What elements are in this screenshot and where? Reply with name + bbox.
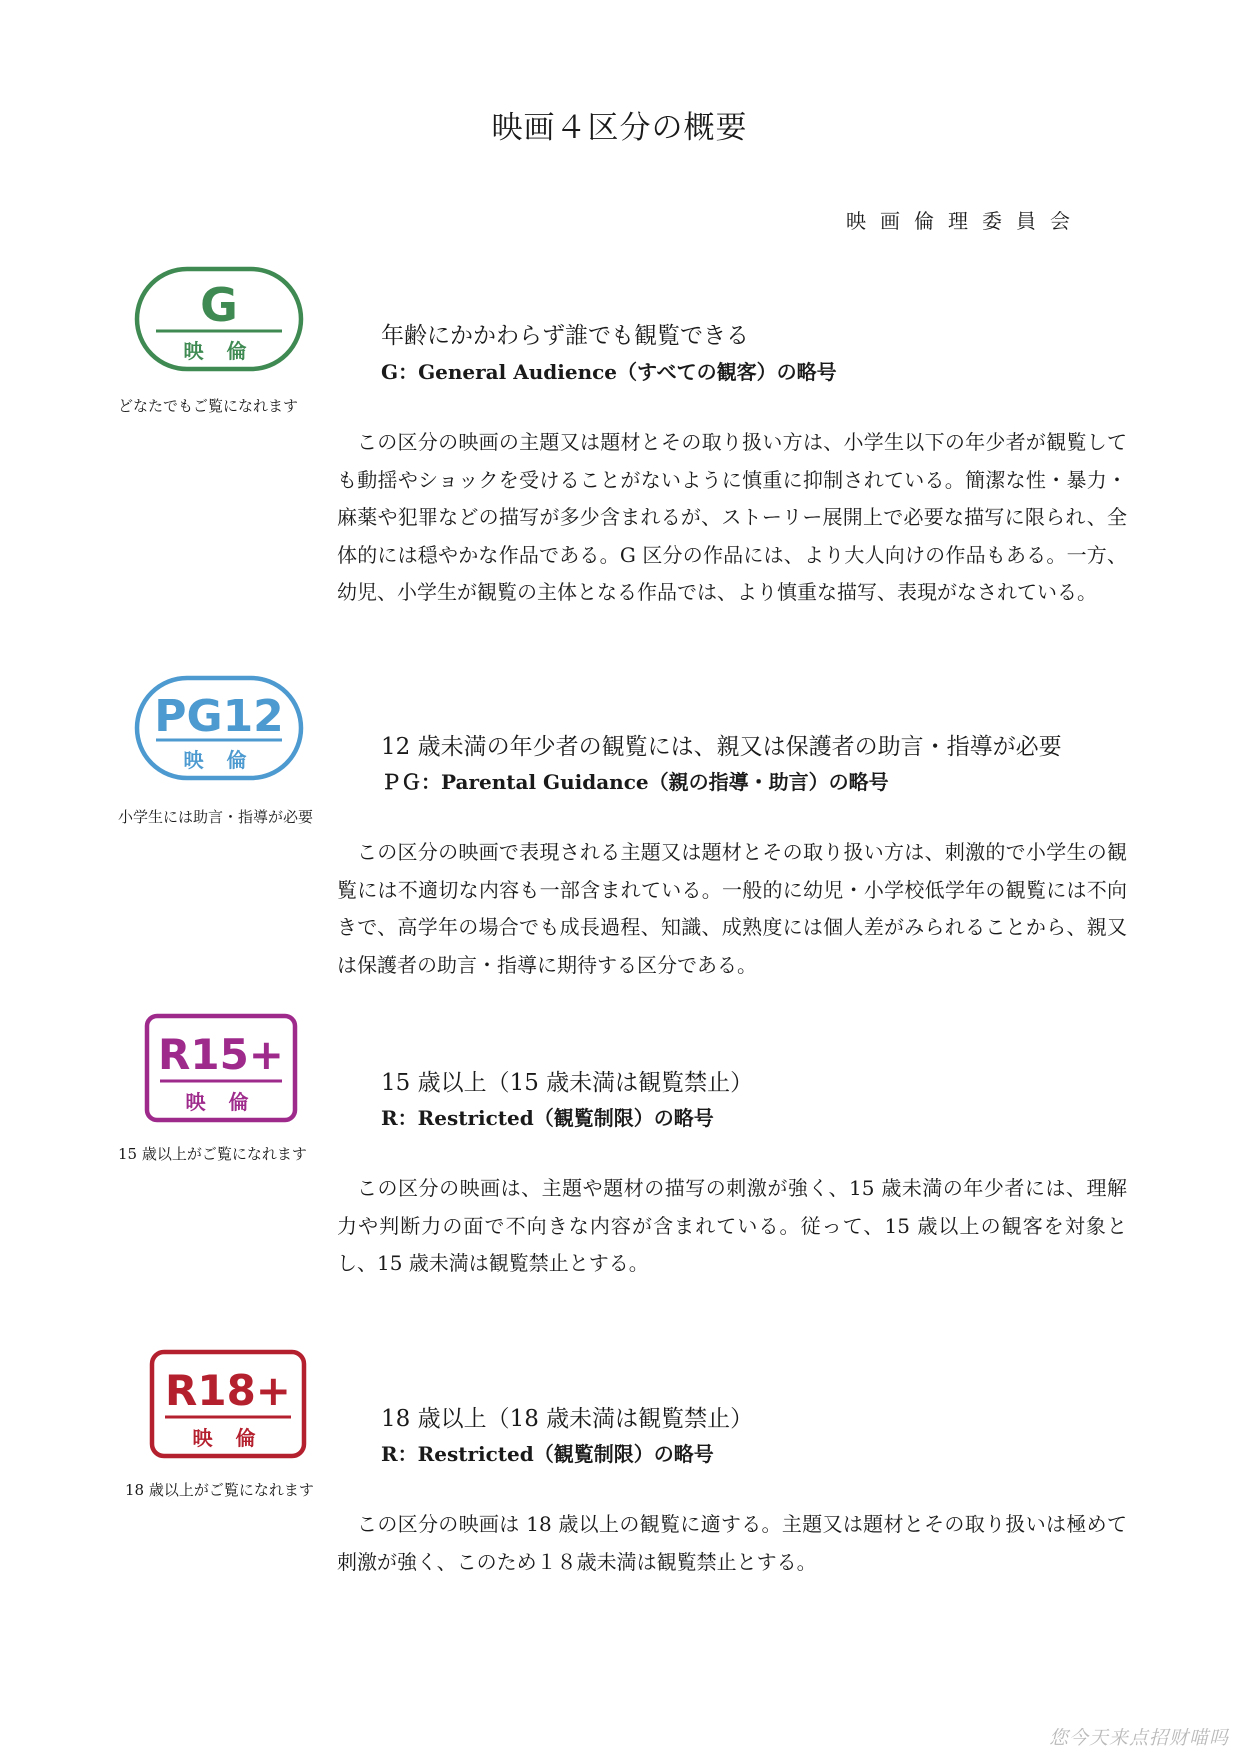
badge-sublabel: 映 倫 xyxy=(192,1426,264,1450)
rating-caption: 小学生には助言・指導が必要 xyxy=(118,808,314,826)
page-title: 映画４区分の概要 xyxy=(491,110,748,146)
badge-sublabel: 映 倫 xyxy=(183,339,255,363)
g-rating-badge-icon xyxy=(134,266,304,372)
r18-rating-badge-icon xyxy=(149,1349,307,1459)
rating-caption: 15 歳以上がご覧になれます xyxy=(118,1145,307,1163)
badge-mark: R15+ xyxy=(158,1030,284,1079)
rating-heading: 12 歳未満の年少者の観覧には、親又は保護者の助言・指導が必要 xyxy=(381,734,1062,760)
rating-heading: 15 歳以上（15 歳未満は観覧禁止） xyxy=(381,1070,754,1096)
watermark: 您今天来点招财喵吗 xyxy=(1048,1727,1229,1749)
rating-subheading: R：Restricted（観覧制限）の略号 xyxy=(381,1106,714,1130)
rating-description: この区分の映画で表現される主題又は題材とその取り扱い方は、刺激的で小学生の観覧には不適切な内容も一部含まれている。一般的に幼児・小学校低学年の観覧には不向きで、高学年の場合でも成長過程、知識、成熟度には個人差がみられることから、親又は保護者の助言・指導に期待する区分である。 xyxy=(337,840,1127,977)
rating-subheading: G：General Audience（すべての観客）の略号 xyxy=(381,360,837,384)
rating-subheading: ＰＧ：Parental Guidance（親の指導・助言）の略号 xyxy=(381,770,889,794)
badge-mark: R18+ xyxy=(165,1366,291,1415)
badge-mark: G xyxy=(200,278,238,332)
rating-description: この区分の映画の主題又は題材とその取り扱い方は、小学生以下の年少者が観覧しても動揺やショックを受けることがないように慎重に抑制されている。簡潔な性・暴力・麻薬や犯罪などの描写が多少含まれるが、ストーリー展開上で必要な描写に限られ、全体的には穏やかな作品である。G 区分の作品には、より大人向けの作品もある。一方、幼児、小学生が観覧の主体となる作品では、より慎重な描写、表現がなされている。 xyxy=(337,430,1127,604)
rating-heading: 年齢にかかわらず誰でも観覧できる xyxy=(381,323,749,349)
rating-caption: 18 歳以上がご覧になれます xyxy=(125,1481,314,1499)
badge-sublabel: 映 倫 xyxy=(183,748,255,772)
rating-subheading: R：Restricted（観覧制限）の略号 xyxy=(381,1442,714,1466)
pg12-rating-badge-icon xyxy=(134,675,304,781)
rating-caption: どなたでもご覧になれます xyxy=(118,397,299,415)
organization-name: 映画倫理委員会 xyxy=(846,209,1084,233)
badge-mark: PG12 xyxy=(154,691,284,742)
rating-description: この区分の映画は 18 歳以上の観覧に適する。主題又は題材とその取り扱いは極めて刺激が強く、このため１８歳未満は観覧禁止とする。 xyxy=(337,1512,1127,1574)
r15-rating-badge-icon xyxy=(144,1013,298,1123)
badge-sublabel: 映 倫 xyxy=(185,1090,257,1114)
rating-heading: 18 歳以上（18 歳未満は観覧禁止） xyxy=(381,1406,754,1432)
rating-description: この区分の映画は、主題や題材の描写の刺激が強く、15 歳未満の年少者には、理解力や判断力の面で不向きな内容が含まれている。従って、15 歳以上の観客を対象とし、15 歳未満は観覧禁止とする。 xyxy=(337,1176,1127,1275)
